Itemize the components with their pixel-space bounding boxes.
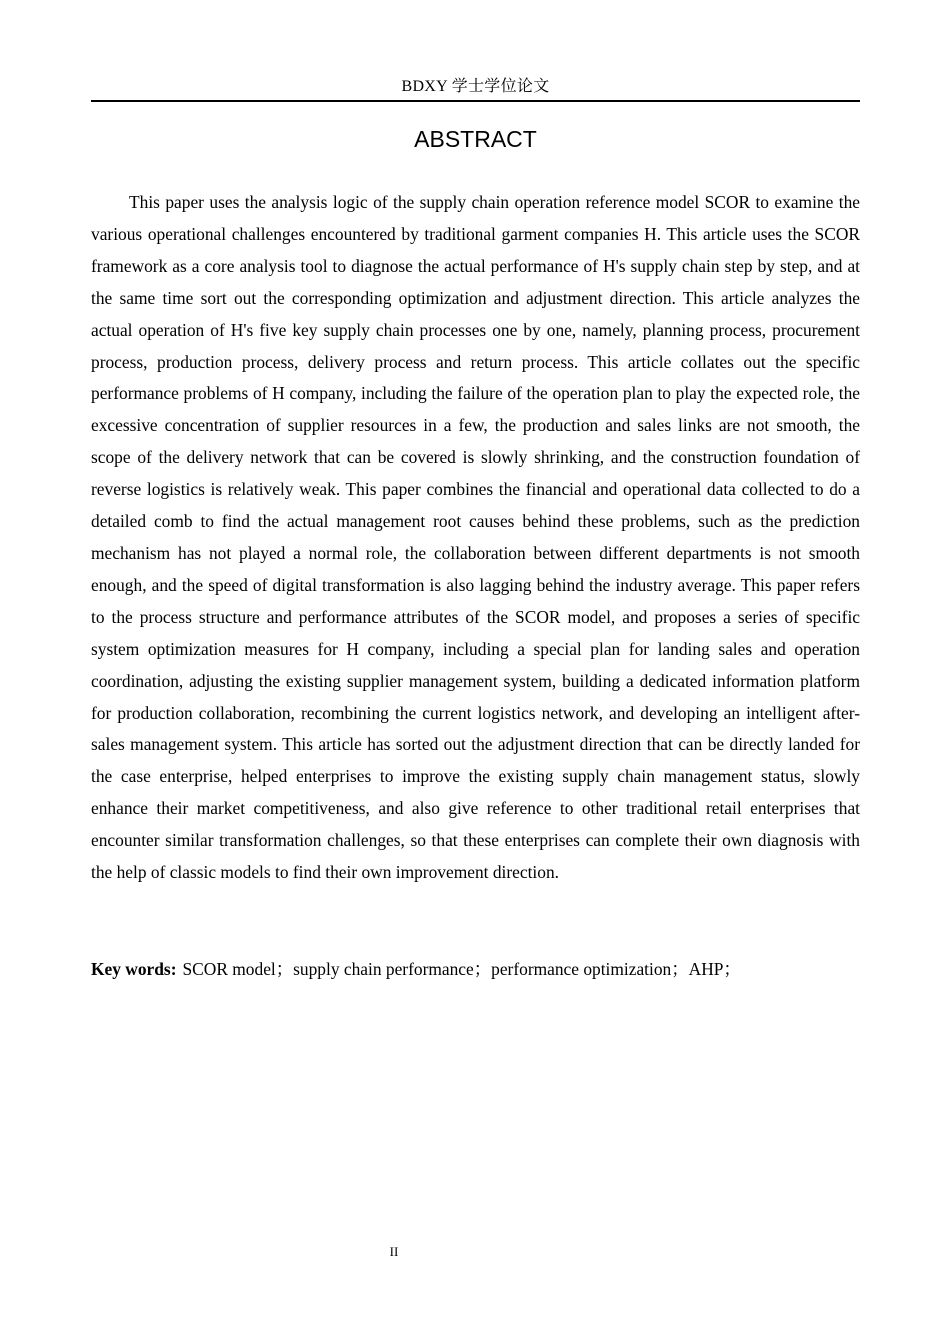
keywords-label: Key words: bbox=[91, 959, 177, 979]
header-rule bbox=[91, 100, 860, 102]
keywords-line bbox=[91, 954, 860, 986]
page-number: II bbox=[389, 1244, 399, 1259]
keywords-text: SCOR model；supply chain performance；performance optimization；AHP； bbox=[182, 959, 741, 979]
abstract-title: ABSTRACT bbox=[414, 126, 537, 152]
running-header: BDXY 学士学位论文 bbox=[401, 78, 550, 95]
abstract-body: This paper uses the analysis logic of the supply chain operation reference model SCOR to examine the various operational challenges encountered by traditional garment companies H. This article uses the SCOR framework as a core analysis tool to diagnose the actual performance of H's supply chain step by step, and at the same time sort out the corresponding optimization and adjustment direction. This article analyzes the actual operation of H's five key supply chain processes one by one, namely, planning process, procurement process, production process, delivery process and return process. This article collates out the specific performance problems of H company, including the failure of the operation plan to play the expected role, the excessive concentration of supplier resources in a few, the production and sales links are not smooth, the scope of the delivery network that can be covered is slowly shrinking, and the construction foundation of reverse logistics is relatively weak. This paper combines the financial and operational data collected to do a detailed comb to find the actual management root causes behind these problems, such as the prediction mechanism has not played a normal role, the collaboration between different departments is not smooth enough, and the speed of digital transformation is also lagging behind the industry average. This paper refers to the process structure and performance attributes of the SCOR model, and proposes a series of specific system optimization measures for H company, including a special plan for landing sales and operation coordination, adjusting the existing supplier management system, building a dedicated information platform for production collaboration, recombining the current logistics network, and developing an intelligent after-sales management system. This article has sorted out the adjustment direction that can be directly landed for the case enterprise, helped enterprises to improve the existing supply chain management status, slowly enhance their market competitiveness, and also give reference to other traditional retail enterprises that encounter similar transformation challenges, so that these enterprises can complete their own diagnosis with the help of classic models to find their own improvement direction. bbox=[91, 192, 860, 883]
